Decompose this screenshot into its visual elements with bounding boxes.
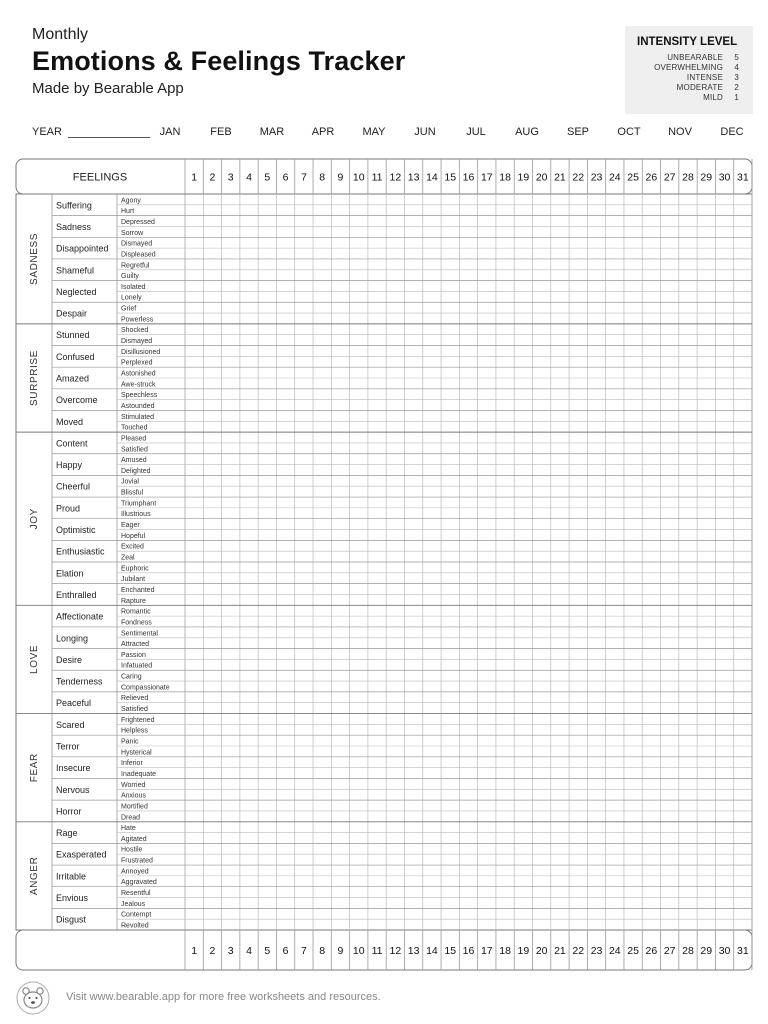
feeling-word-label: Amused [121, 457, 147, 465]
intensity-level-label: OVERWHELMING [654, 63, 723, 72]
bear-logo-icon [16, 981, 50, 1015]
emotion-label: Confused [56, 351, 95, 362]
feeling-word-label: Revolted [121, 922, 149, 930]
feeling-word-label: Satisfied [121, 706, 148, 714]
intensity-level-label: MODERATE [676, 83, 723, 92]
emotion-label: Envious [56, 893, 89, 904]
feeling-word-label: Delighted [121, 467, 151, 475]
month-label[interactable]: JUN [414, 126, 436, 138]
day-number-top: 6 [282, 171, 289, 184]
day-number-top: 4 [246, 171, 252, 184]
emotion-label: Horror [56, 806, 82, 817]
feeling-word-label: Worried [121, 781, 146, 789]
feeling-word-label: Pleased [121, 435, 147, 443]
day-number-top: 8 [319, 171, 326, 184]
emotion-label: Despair [56, 308, 88, 319]
intensity-level-label: MILD [703, 93, 723, 102]
day-number-top: 29 [700, 171, 713, 184]
day-number-bottom: 31 [737, 945, 749, 957]
day-number-bottom: 5 [264, 945, 271, 957]
feeling-word-label: Zeal [121, 554, 135, 562]
day-number-top: 24 [608, 171, 621, 184]
feeling-word-label: Perplexed [121, 359, 153, 367]
day-number-bottom: 15 [444, 945, 457, 957]
day-number-bottom: 29 [700, 945, 713, 957]
intensity-level-label: UNBEARABLE [667, 53, 723, 62]
day-number-bottom: 2 [209, 945, 216, 957]
emotion-label: Tenderness [56, 676, 103, 687]
day-number-top: 13 [407, 171, 420, 184]
category-label: LOVE [29, 644, 40, 674]
day-number-bottom: 8 [319, 945, 326, 957]
feeling-word-label: Jubilant [121, 576, 146, 584]
page-byline: Made by Bearable App [32, 80, 184, 97]
day-number-top: 31 [737, 171, 749, 184]
feeling-word-label: Compassionate [121, 684, 170, 692]
day-number-top: 10 [352, 171, 365, 184]
feeling-word-label: Euphoric [121, 565, 149, 573]
month-label[interactable]: SEP [566, 126, 590, 138]
page-title: Emotions & Feelings Tracker [32, 46, 406, 76]
feeling-word-label: Triumphant [121, 500, 157, 508]
feeling-word-label: Guilty [121, 273, 139, 281]
emotion-label: Suffering [56, 200, 92, 211]
intensity-level-value: 4 [734, 63, 739, 72]
day-number-top: 7 [300, 171, 307, 184]
page-subtitle: Monthly [32, 26, 89, 43]
feeling-word-label: Sentimental [121, 630, 158, 638]
day-number-top: 22 [572, 171, 585, 184]
month-label[interactable]: DEC [720, 126, 744, 138]
day-number-bottom: 6 [282, 945, 289, 957]
feeling-word-label: Aggravated [121, 879, 157, 887]
feeling-word-label: Sorrow [121, 229, 144, 237]
month-label[interactable]: MAR [259, 126, 285, 138]
day-number-top: 16 [462, 171, 475, 184]
feeling-word-label: Agony [121, 197, 141, 205]
emotion-label: Overcome [56, 395, 98, 406]
month-label[interactable]: APR [311, 126, 335, 138]
feeling-word-label: Annoyed [121, 868, 149, 876]
day-number-bottom: 18 [499, 945, 511, 957]
emotion-label: Elation [56, 568, 84, 579]
emotion-label: Moved [56, 416, 84, 427]
feeling-word-label: Infatuated [121, 662, 153, 670]
day-number-bottom: 17 [480, 945, 493, 957]
feeling-word-label: Speechless [121, 392, 158, 400]
day-number-top: 3 [227, 171, 234, 184]
day-number-top: 9 [337, 171, 344, 184]
feeling-word-label: Disillusioned [121, 348, 161, 356]
feeling-word-label: Contempt [121, 911, 152, 919]
day-number-bottom: 24 [608, 945, 621, 957]
day-number-bottom: 13 [407, 945, 420, 957]
emotion-label: Disappointed [56, 243, 109, 254]
day-number-top: 14 [426, 171, 438, 184]
day-number-bottom: 23 [590, 945, 603, 957]
feeling-word-label: Powerless [121, 316, 154, 324]
emotion-label: Amazed [56, 373, 90, 384]
feeling-word-label: Hate [121, 825, 136, 833]
feeling-word-label: Frightened [121, 716, 155, 724]
day-number-top: 11 [371, 171, 383, 184]
day-number-bottom: 20 [535, 945, 548, 957]
day-number-bottom: 25 [627, 945, 639, 957]
intensity-legend-title: INTENSITY LEVEL [637, 36, 738, 48]
day-number-top: 23 [590, 171, 603, 184]
day-number-top: 25 [627, 171, 639, 184]
footer-link-text[interactable]: Visit www.bearable.app for more free worksheets and resources. [66, 991, 381, 1003]
feeling-word-label: Lonely [121, 294, 142, 302]
intensity-level-value: 5 [734, 53, 739, 62]
feeling-word-label: Shocked [121, 327, 149, 335]
day-number-top: 19 [517, 171, 530, 184]
day-number-top: 15 [444, 171, 457, 184]
category-label: ANGER [29, 856, 40, 896]
feeling-word-label: Rapture [121, 597, 146, 605]
emotion-label: Enthusiastic [56, 546, 105, 557]
emotion-label: Exasperated [56, 849, 107, 860]
day-number-bottom: 16 [462, 945, 475, 957]
emotion-label: Neglected [56, 286, 97, 297]
emotion-label: Desire [56, 654, 83, 665]
emotion-label: Terror [56, 741, 80, 752]
feeling-word-label: Touched [121, 424, 148, 432]
day-number-top: 2 [209, 171, 216, 184]
emotion-label: Sadness [56, 221, 92, 232]
feeling-word-label: Excited [121, 543, 144, 551]
day-number-top: 26 [645, 171, 658, 184]
feeling-word-label: Astounded [121, 402, 155, 410]
feeling-word-label: Satisfied [121, 446, 148, 454]
day-number-top: 5 [264, 171, 271, 184]
feeling-word-label: Dismayed [121, 240, 153, 248]
day-number-bottom: 22 [572, 945, 585, 957]
day-number-bottom: 10 [352, 945, 365, 957]
feeling-word-label: Eager [121, 522, 140, 530]
emotion-label: Insecure [56, 763, 91, 774]
day-number-bottom: 12 [389, 945, 402, 957]
feelings-header-label: FEELINGS [72, 171, 128, 184]
emotion-label: Scared [56, 719, 85, 730]
feeling-word-label: Dread [121, 814, 141, 822]
feeling-word-label: Regretful [121, 262, 150, 270]
feeling-word-label: Inadequate [121, 770, 157, 778]
day-number-top: 17 [480, 171, 493, 184]
day-number-top: 21 [554, 171, 566, 184]
day-number-top: 12 [389, 171, 402, 184]
feeling-word-label: Jovial [121, 478, 139, 486]
day-number-top: 1 [191, 171, 198, 184]
feeling-word-label: Hopeful [121, 532, 146, 540]
feeling-word-label: Romantic [121, 608, 151, 616]
feeling-word-label: Enchanted [121, 586, 155, 594]
month-label[interactable]: MAY [362, 126, 386, 138]
day-number-bottom: 27 [663, 945, 676, 957]
day-number-bottom: 21 [554, 945, 566, 957]
intensity-level-value: 1 [734, 93, 739, 102]
day-number-bottom: 19 [517, 945, 530, 957]
feeling-word-label: Grief [121, 305, 137, 313]
emotion-label: Longing [56, 633, 89, 644]
feeling-word-label: Mortified [121, 803, 148, 811]
emotion-label: Peaceful [56, 698, 92, 709]
emotion-label: Rage [56, 828, 78, 839]
day-number-top: 30 [718, 171, 731, 184]
feeling-word-label: Frustrated [121, 857, 153, 865]
feeling-word-label: Hurt [121, 208, 135, 216]
feeling-word-label: Anxious [121, 792, 146, 800]
day-number-bottom: 1 [191, 945, 198, 957]
emotion-label: Optimistic [56, 525, 96, 536]
month-label[interactable]: NOV [668, 126, 692, 138]
feeling-word-label: Inferior [121, 760, 143, 768]
emotion-label: Affectionate [56, 611, 104, 622]
emotion-label: Enthralled [56, 589, 97, 600]
emotion-label: Proud [56, 503, 81, 514]
intensity-level-label: INTENSE [686, 73, 723, 82]
day-number-bottom: 9 [337, 945, 344, 957]
month-label[interactable]: JUL [466, 126, 486, 138]
month-label[interactable]: FEB [210, 126, 232, 138]
month-label[interactable]: OCT [617, 126, 641, 138]
feeling-word-label: Blissful [121, 489, 144, 497]
feeling-word-label: Hysterical [121, 749, 152, 757]
footer [16, 981, 756, 1015]
feeling-word-label: Passion [121, 651, 146, 659]
day-number-top: 27 [663, 171, 676, 184]
day-number-bottom: 7 [300, 945, 307, 957]
feeling-word-label: Isolated [121, 283, 146, 291]
grid-footer-frame [16, 930, 752, 970]
feeling-word-label: Fondness [121, 619, 152, 627]
category-label: SADNESS [29, 232, 40, 285]
feeling-word-label: Caring [121, 673, 142, 681]
feeling-word-label: Panic [121, 738, 139, 746]
feeling-word-label: Astonished [121, 370, 156, 378]
emotion-label: Happy [56, 460, 83, 471]
intensity-level-value: 3 [734, 73, 739, 82]
emotion-label: Shameful [56, 265, 95, 276]
emotion-label: Disgust [56, 914, 87, 925]
day-number-top: 18 [499, 171, 511, 184]
day-number-bottom: 4 [246, 945, 252, 957]
feeling-word-label: Helpless [121, 727, 148, 735]
day-number-top: 20 [535, 171, 548, 184]
feeling-word-label: Hostile [121, 846, 143, 854]
feeling-word-label: Jealous [121, 900, 146, 908]
year-label: YEAR [32, 126, 62, 138]
feeling-word-label: Dismayed [121, 338, 153, 346]
emotion-label: Irritable [56, 871, 87, 882]
day-number-bottom: 30 [718, 945, 731, 957]
feeling-word-label: Resentful [121, 890, 151, 898]
emotion-label: Cheerful [56, 481, 91, 492]
emotion-label: Stunned [56, 330, 90, 341]
feeling-word-label: Depressed [121, 218, 155, 226]
feeling-word-label: Displeased [121, 251, 156, 259]
month-label[interactable]: AUG [515, 126, 539, 138]
feeling-word-label: Relieved [121, 695, 149, 703]
day-number-bottom: 3 [227, 945, 234, 957]
day-number-bottom: 28 [682, 945, 694, 957]
intensity-level-value: 2 [734, 83, 739, 92]
feeling-word-label: Stimulated [121, 413, 155, 421]
feeling-word-label: Attracted [121, 641, 150, 649]
day-number-top: 28 [682, 171, 694, 184]
feeling-word-label: Awe-struck [121, 381, 156, 389]
category-label: FEAR [29, 753, 40, 783]
emotion-label: Nervous [56, 784, 90, 795]
day-number-bottom: 26 [645, 945, 658, 957]
feeling-word-label: Illustrious [121, 511, 151, 519]
category-label: SURPRISE [29, 350, 40, 406]
day-number-bottom: 11 [371, 945, 383, 957]
feeling-word-label: Agitated [121, 835, 147, 843]
emotion-label: Content [56, 438, 88, 449]
day-number-bottom: 14 [426, 945, 438, 957]
category-label: JOY [29, 508, 40, 530]
month-label[interactable]: JAN [159, 126, 181, 138]
